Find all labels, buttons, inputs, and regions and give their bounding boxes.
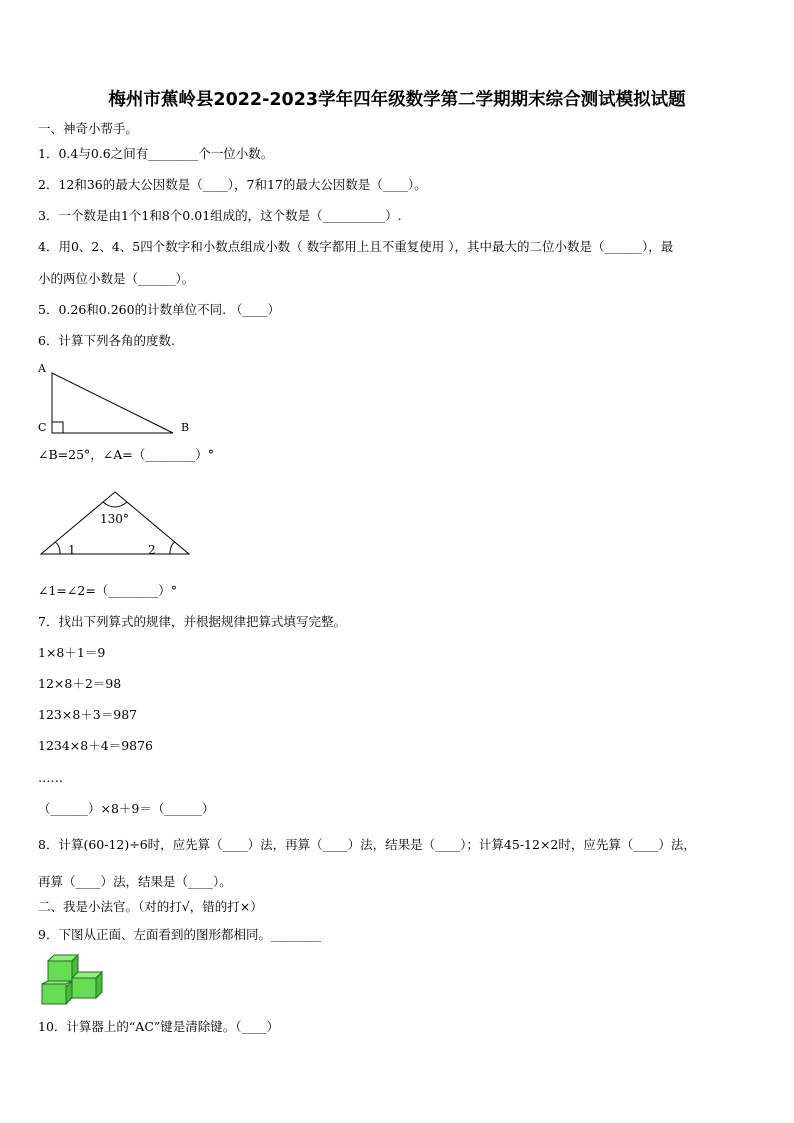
- section-heading-1: 一、神奇小帮手。: [38, 121, 139, 136]
- question-9: 9．下图从正面、左面看到的图形都相同。________: [38, 927, 321, 942]
- question-7: 7．找出下列算式的规律，并根据规律把算式填写完整。: [38, 614, 346, 629]
- question-5: 5．0.26和0.260的计数单位不同. （____）: [38, 302, 281, 317]
- question-2: 2．12和36的最大公因数是（____），7和17的最大公因数是（____）。: [38, 177, 427, 192]
- question-4-line-1: 4．用0、2、4、5四个数字和小数点组成小数（ 数字都用上且不重复使用 ），其中最大的二位小数是（______），最: [38, 239, 674, 254]
- angle-label-2: 2: [148, 543, 156, 557]
- equation-blank: （______）×8＋9＝（______）: [38, 801, 215, 816]
- angle-label-1: 1: [68, 543, 76, 557]
- page-title: 梅州市蕉岭县2022-2023学年四年级数学第二学期期末综合测试模拟试题: [108, 90, 686, 110]
- question-8-line-2: 再算（____）法，结果是（____）。: [38, 874, 232, 889]
- question-6-answer-1: ∠B=25°，∠A=（________）°: [38, 447, 215, 462]
- question-4-line-2: 小的两位小数是（______）。: [38, 271, 195, 286]
- vertex-label-b: B: [181, 421, 190, 434]
- equation-2: 12×8＋2＝98: [38, 676, 122, 691]
- ellipsis: ……: [38, 770, 63, 785]
- right-triangle-figure: [34, 360, 204, 440]
- section-heading-2: 二、我是小法官。（对的打√，错的打×）: [38, 899, 263, 914]
- question-10: 10．计算器上的“AC”键是清除键。（____）: [38, 1019, 280, 1034]
- isosceles-triangle-figure: [38, 488, 193, 558]
- vertex-label-c: C: [38, 421, 47, 434]
- cube-stack-figure: [38, 952, 108, 1008]
- question-6-answer-2: ∠1=∠2=（________）°: [38, 583, 178, 598]
- equation-3: 123×8＋3＝987: [38, 707, 138, 722]
- question-6: 6．计算下列各角的度数.: [38, 333, 175, 348]
- question-3: 3．一个数是由1个1和8个0.01组成的，这个数是（__________）.: [38, 208, 402, 223]
- equation-4: 1234×8＋4＝9876: [38, 738, 154, 753]
- question-8-line-1: 8．计算(60-12)÷6时，应先算（____）法，再算（____）法，结果是（____）；计算45-12×2时，应先算（____）法，: [38, 837, 696, 852]
- question-1: 1．0.4与0.6之间有________个一位小数。: [38, 146, 274, 161]
- angle-label-130: 130°: [100, 512, 129, 526]
- equation-1: 1×8＋1＝9: [38, 645, 106, 660]
- vertex-label-a: A: [38, 362, 46, 375]
